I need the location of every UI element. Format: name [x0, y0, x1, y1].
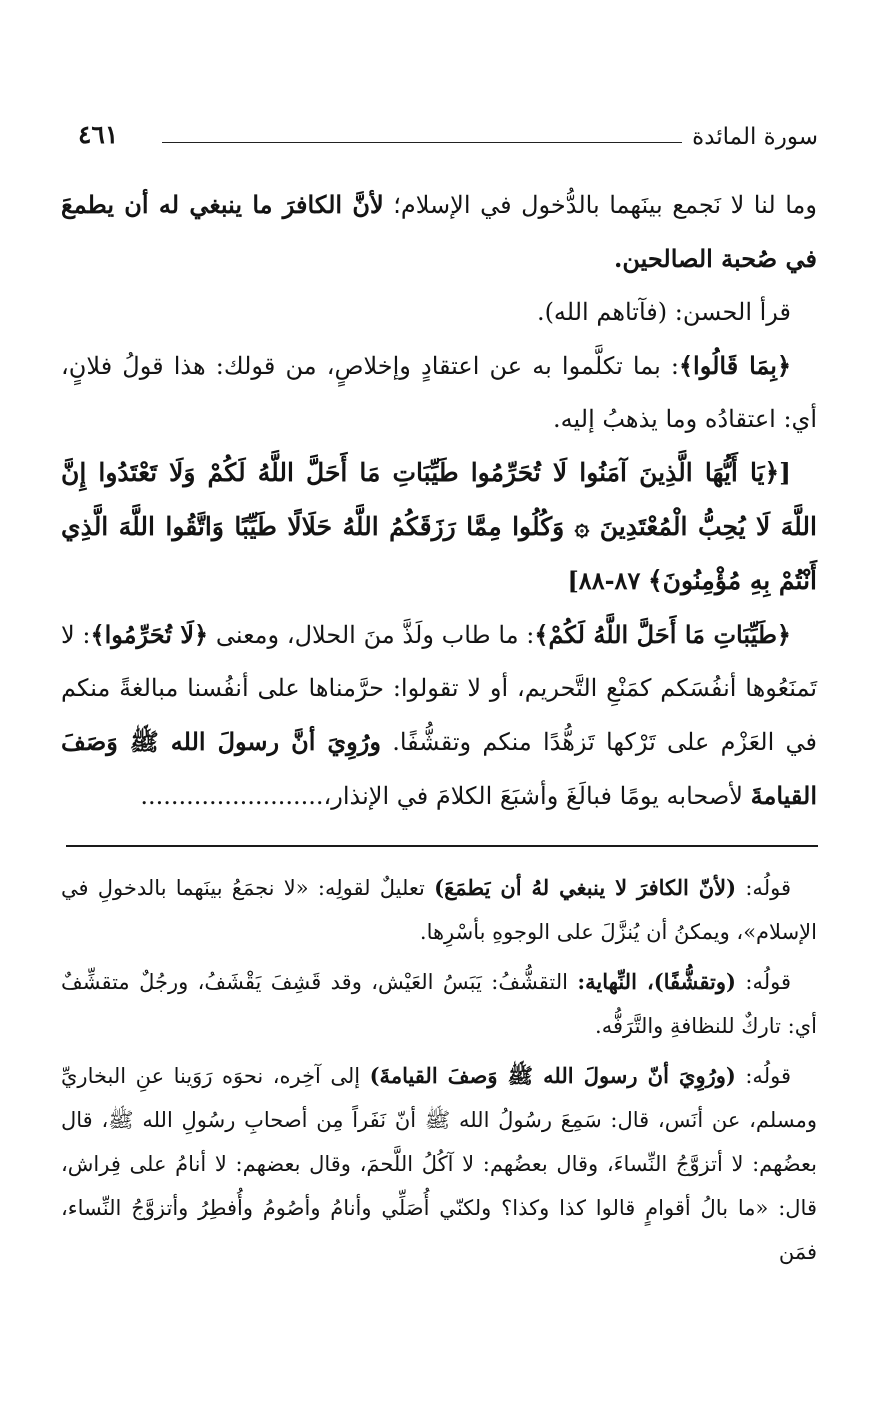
note-1-bold: (لأنّ الكافرَ لا ينبغي لهُ أن يَطمَعَ): [434, 875, 737, 900]
verse-text: [﴿يَا أَيُّهَا الَّذِينَ آمَنُوا لَا تُحَرِّمُوا طَيِّبَاتِ مَا أَحَلَّ اللَّهُ لَكُمْ وَلَا تَعْتَدُوا إِنَّ اللَّهَ لَا يُحِبُّ الْمُعْتَدِينَ ۞ وَكُلُوا مِمَّا رَزَقَكُمُ اللَّهُ حَلَالًا طَيِّبًا وَاتَّقُوا اللَّهَ الَّذِي أَنْتُمْ بِهِ مُؤْمِنُونَ﴾: [61, 458, 817, 595]
paragraph-2: قرأ الحسن: (فآتاهم الله).: [536, 298, 791, 326]
verse-block: [61, 446, 817, 608]
quran-quote-1: ﴿بِمَا قَالُوا﴾: [678, 351, 792, 380]
note-1-text: تعليلٌ لقولِه: «لا نجمَعُ بينَهما بالدخولِ في الإسلام»، ويمكنُ أن يُنزَّلَ على الوجوهِ بأسْرِها.: [61, 876, 817, 944]
surah-title: سورة المائدة: [692, 124, 818, 150]
note-3-label: قولُه:: [745, 1064, 791, 1088]
header-rule: [162, 142, 682, 143]
paragraph-3: [61, 339, 817, 446]
note-3-text: إلى آخِره، نحوَه رَوَينا عنِ البخاريِّ ومسلم، عن أنَس، قال: سَمِعَ رسُولُ الله ﷺ أنّ نَفَراً مِن أصحابِ رسُولِ الله ﷺ، قال بعضُهم: لا أتزوَّجُ النِّساءَ، وقال بعضُهم: لا آكُلُ اللَّحمَ، وقال بعضهم: لا أنامُ على فِراش، قال: «ما بالُ أقوامٍ قالوا كذا وكذا؟ ولكنّي أُصَلِّي وأنامُ وأصُومُ وأُفطِرُ وأتزوَّجُ النِّساء، فمَن: [61, 1064, 817, 1264]
commentary-notes: [61, 866, 817, 1280]
paragraph-1-bold: لأنَّ الكافرَ ما ينبغي له أن يطمعَ في صُحبة الصالحين.: [61, 190, 817, 273]
note-2: [61, 960, 817, 1048]
verse-reference: ٨٧-٨٨]: [567, 566, 641, 595]
main-text: [61, 178, 817, 823]
note-2-label: قولُه:: [745, 970, 791, 994]
note-1: [61, 866, 817, 954]
paragraph-3-text: : بما تكلَّموا به عن اعتقادٍ وإخلاصٍ، من قولك: هذا قولُ فلانٍ، أي: اعتقادُه وما يذهبُ إليه.: [61, 352, 817, 433]
paragraph-1: [61, 178, 817, 286]
paragraph-5-text-1: : ما طاب ولَذَّ منَ الحلال، ومعنى: [215, 621, 535, 649]
note-3: [61, 1054, 817, 1274]
paragraph-5-bold: ورُوِيَ أنَّ رسولَ الله ﷺ وَصَفَ القيامةَ: [61, 727, 817, 810]
page-number: ٤٦١: [78, 120, 119, 149]
paragraph-5-text-3: لأصحابه يومًا فبالَغَ وأشبَعَ الكلامَ في الإنذار،........................: [140, 782, 743, 810]
paragraph-1-text: وما لنا لا نَجمع بينَهما بالدُّخول في الإسلام؛: [393, 191, 817, 219]
paragraph-5: [61, 608, 817, 823]
note-3-bold: (ورُوِيَ أنّ رسولَ الله ﷺ وَصفَ القيامةَ): [369, 1063, 736, 1088]
paragraph-5-text-2: : لا تَمنَعُوها أنفُسَكم كمَنْعِ التَّحريم، أو لا تقولوا: حرَّمناها على أنفُسنا مبالغةً منكم في العَزْم على تَرْكها تَزهُّدًا منكم وتقشُّفًا.: [61, 621, 817, 756]
quran-quote-3: ﴿لَا تُحَرِّمُوا﴾: [90, 620, 209, 649]
page-header: [78, 118, 818, 158]
note-1-label: قولُه:: [745, 876, 791, 900]
footnote-divider: [66, 845, 818, 847]
note-2-text: التقشُّفُ: يَبَسُ العَيْش، وقد قَشِفَ يَقْشَفُ، ورجُلٌ متقشِّفٌ أي: تاركٌ للنظافةِ والتَّرَفُّه.: [61, 970, 817, 1038]
note-2-bold: (وتقشُّفًا)، النِّهاية:: [577, 969, 736, 994]
quran-quote-2: ﴿طَيِّبَاتِ مَا أَحَلَّ اللَّهُ لَكُمْ﴾: [534, 620, 791, 649]
